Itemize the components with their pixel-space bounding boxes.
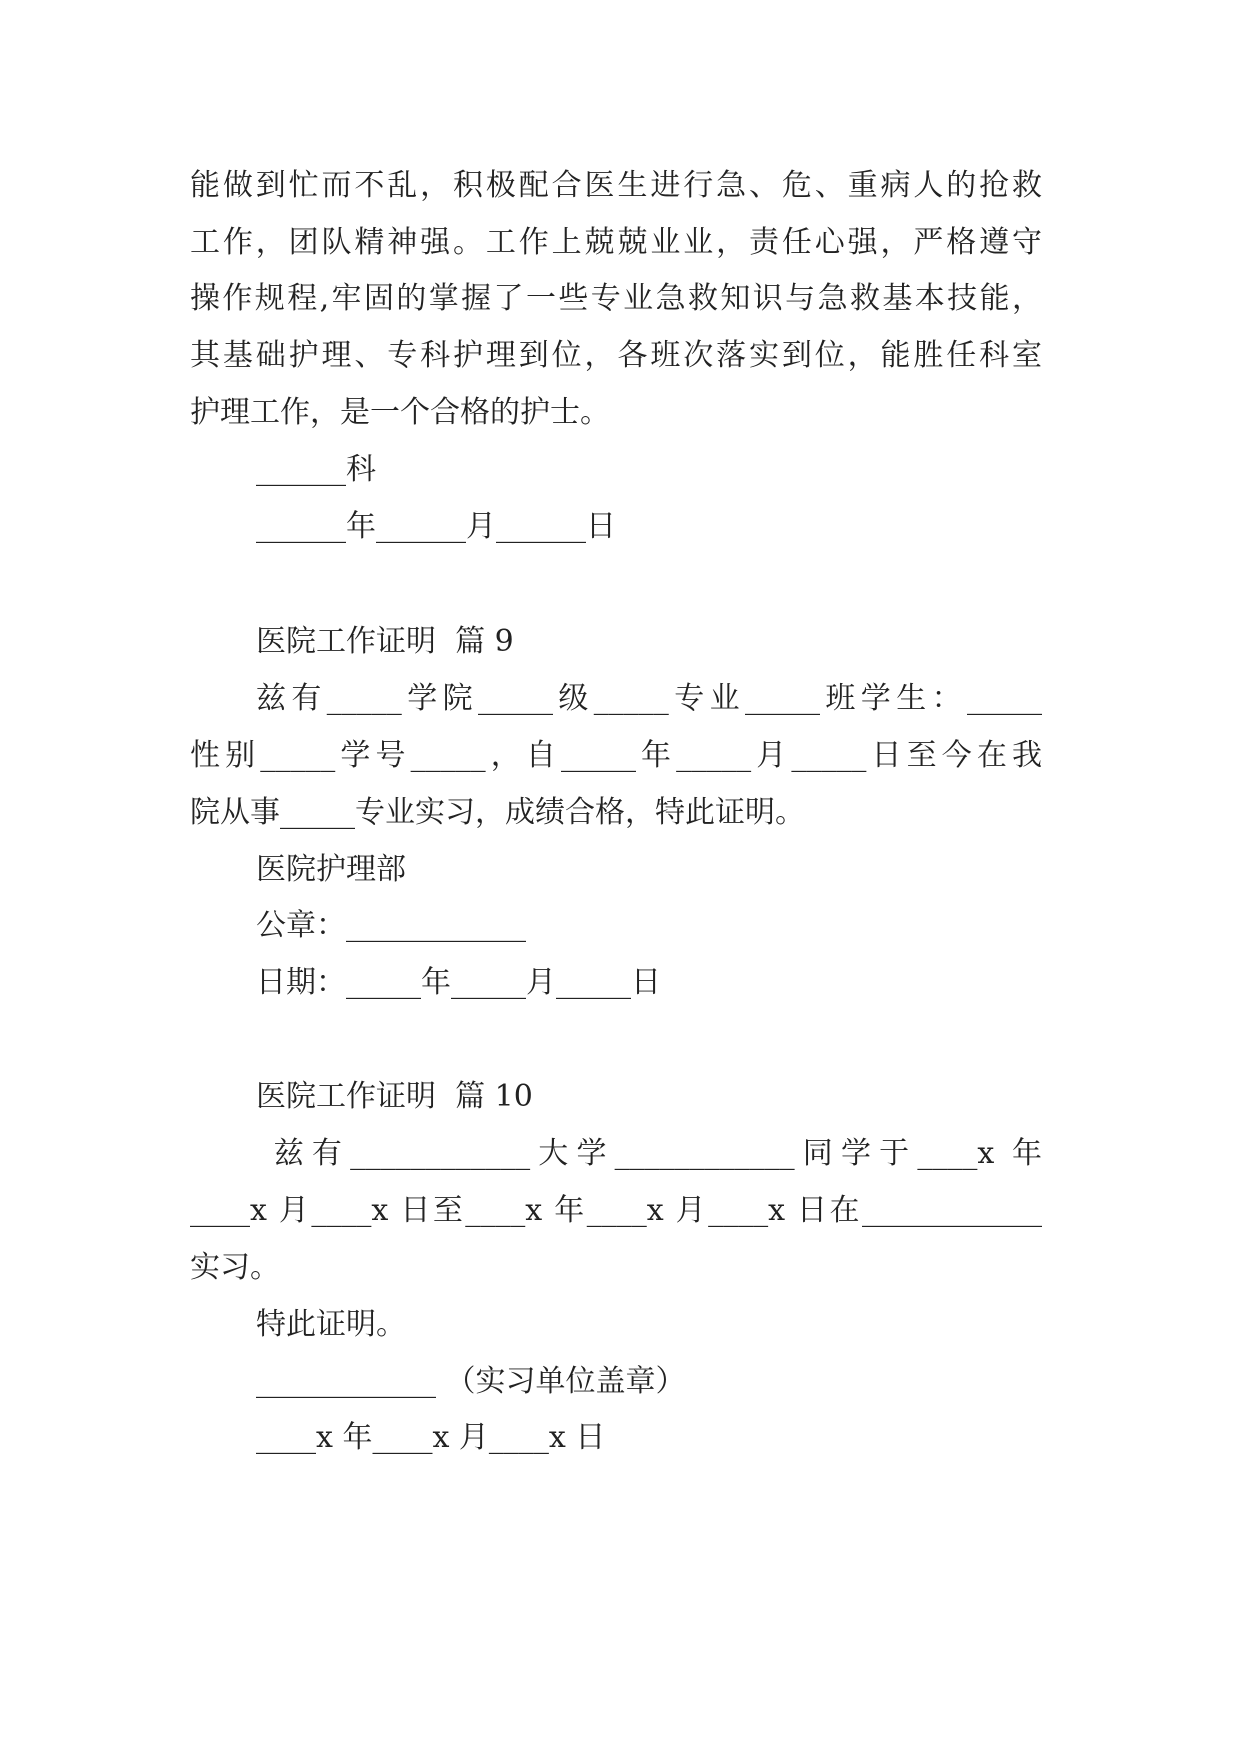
section-heading: 医院工作证明 篇 10	[256, 1079, 533, 1114]
date-line: ______年______月______日	[256, 509, 616, 544]
closing-line: 特此证明。	[256, 1307, 406, 1342]
body-line: 操作规程,牢固的掌握了一些专业急救知识与急救基本技能，	[190, 281, 1042, 316]
body-line: 工作，团队精神强。工作上兢兢业业，责任心强，严格遵守	[190, 225, 1042, 260]
body-line: 性别_____学号_____，自_____年_____月_____日至今在我	[190, 738, 1042, 773]
body-line: 其基础护理、专科护理到位，各班次落实到位，能胜任科室	[190, 338, 1042, 373]
date-line: ____x 年____x 月____x 日	[256, 1420, 606, 1455]
body-line: 护理工作，是一个合格的护士。	[190, 395, 610, 430]
section-heading: 医院工作证明 篇 9	[256, 624, 514, 659]
date-line: 日期：_____年_____月_____日	[256, 965, 661, 1000]
body-line: 能做到忙而不乱，积极配合医生进行急、危、重病人的抢救	[190, 168, 1042, 203]
body-line: 兹有_____学院_____级_____专业_____班学生：_____	[256, 681, 1042, 716]
seal-line: ____________ （实习单位盖章）	[256, 1364, 686, 1399]
body-line: 兹有____________大学____________同学于____x 年	[256, 1136, 1042, 1171]
seal-line: 公章：____________	[256, 908, 526, 943]
body-line: ____x 月____x 日至____x 年____x 月____x 日在____________	[190, 1193, 1042, 1228]
body-line: 院从事_____专业实习，成绩合格，特此证明。	[190, 795, 805, 830]
department-line: ______科	[256, 452, 376, 487]
body-line: 实习。	[190, 1250, 280, 1285]
issuer-line: 医院护理部	[256, 852, 406, 887]
